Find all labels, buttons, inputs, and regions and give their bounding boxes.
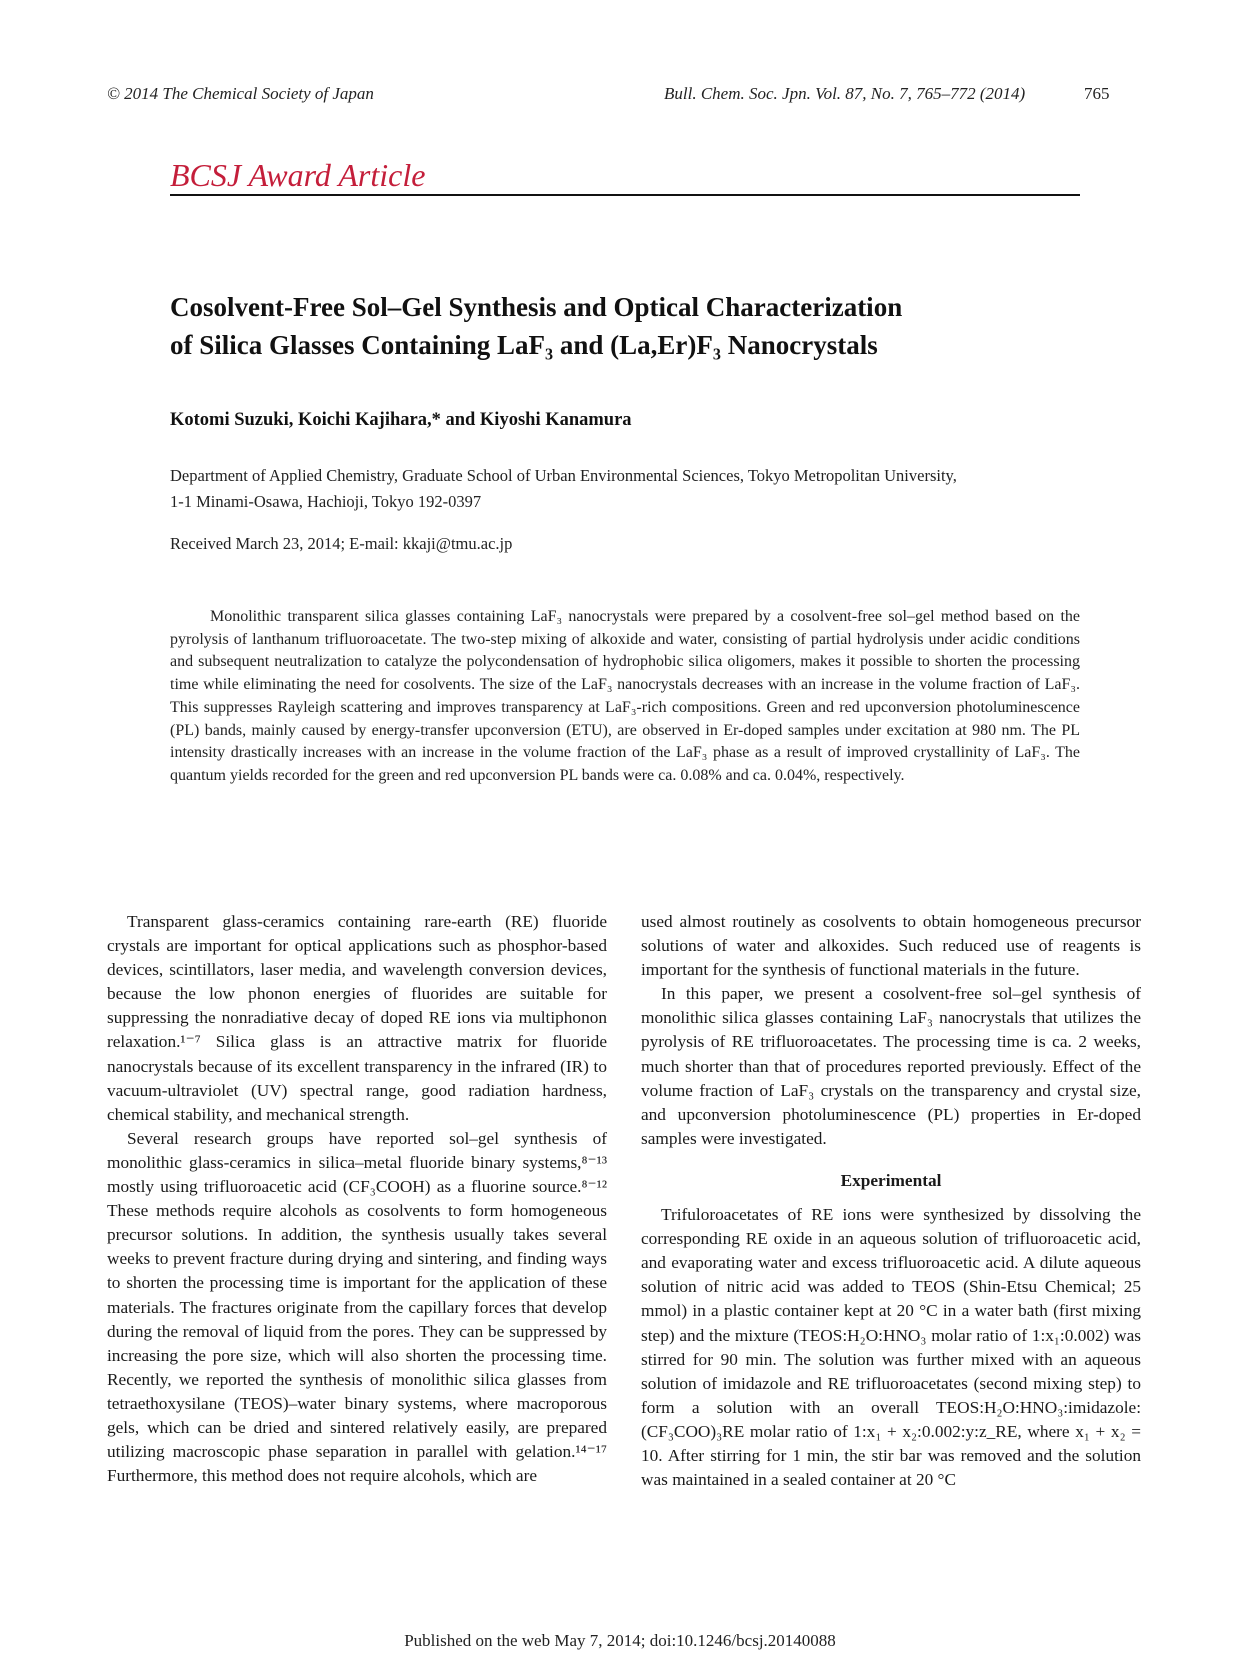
page-number: 765 [1084, 84, 1110, 103]
author-list: Kotomi Suzuki, Koichi Kajihara,* and Kiyoshi Kanamura [170, 410, 632, 430]
journal-citation: Bull. Chem. Soc. Jpn. Vol. 87, No. 7, 765–772 (2014) [664, 84, 1026, 103]
body-column-left [107, 910, 607, 1488]
title-line-2: of Silica Glasses Containing LaF₃ and (La,Er)F₃ Nanocrystals [170, 330, 878, 360]
copyright-notice: © 2014 The Chemical Society of Japan [107, 84, 374, 103]
article-type-label: BCSJ Award Article [170, 157, 426, 193]
article-title [170, 288, 1090, 364]
affiliation [170, 463, 1080, 515]
body-paragraph: Several research groups have reported sol–gel synthesis of monolithic glass-ceramics in silica–metal fluoride binary systems,⁸⁻¹³ mostly using trifluoroacetic acid (CF₃COOH) as a fluorine source.⁸⁻¹² These methods require alcohols as cosolvents to form homogeneous precursor solutions. In addition, the synthesis usually takes several weeks to prevent fracture during drying and sintering, and finding ways to shorten the processing time is important for the application of these materials. The fractures originate from the capillary forces that develop during the removal of liquid from the pores. They can be suppressed by increasing the pore size, which will also shorten the processing time. Recently, we reported the synthesis of monolithic silica glasses from tetraethoxysilane (TEOS)–water binary systems, where macroporous gels, which can be dried and sintered relatively easily, are prepared utilizing macroscopic phase separation in parallel with gelation.¹⁴⁻¹⁷ Furthermore, this method does not require alcohols, which are [107, 1128, 607, 1486]
affiliation-line-2: 1-1 Minami-Osawa, Hachioji, Tokyo 192-0397 [170, 492, 482, 511]
title-line-1: Cosolvent-Free Sol–Gel Synthesis and Optical Characterization [170, 292, 903, 322]
body-paragraph: Trifuloroacetates of RE ions were synthesized by dissolving the corresponding RE oxide in an aqueous solution of trifluoroacetic acid, and evaporating water and excess trifluoroacetic acid. A dilute aqueous solution of nitric acid was added to TEOS (Shin-Etsu Chemical; 25 mmol) in a plastic container kept at 20 °C in a water bath (first mixing step) and the mixture (TEOS:H₂O:HNO₃ molar ratio of 1:x₁:0.002) was stirred for 90 min. The solution was further mixed with an aqueous solution of imidazole and RE trifluoroacetates (second mixing step) to form a solution with an overall TEOS:H₂O:HNO₃:imidazole:(CF₃COO)₃RE molar ratio of 1:x₁ + x₂:0.002:y:z_RE, where x₁ + x₂ = 10. After stirring for 1 min, the stir bar was removed and the solution was maintained in a sealed container at 20 °C [641, 1205, 1141, 1490]
affiliation-line-1: Department of Applied Chemistry, Graduate School of Urban Environmental Sciences, Tokyo Metropolitan University, [170, 466, 957, 485]
body-paragraph: In this paper, we present a cosolvent-free sol–gel synthesis of monolithic silica glasses containing LaF₃ nanocrystals that utilizes the pyrolysis of RE trifluoroacetates. The processing time is ca. 2 weeks, much shorter than that of procedures reported previously. Effect of the volume fraction of LaF₃ crystals on the transparency and crystal size, and upconversion photoluminescence (PL) properties in Er-doped samples were investigated. [641, 984, 1141, 1148]
publication-footer: Published on the web May 7, 2014; doi:10.1246/bcsj.20140088 [404, 1631, 836, 1650]
abstract [170, 606, 1080, 788]
body-paragraph: Transparent glass-ceramics containing rare-earth (RE) fluoride crystals are important for optical applications such as phosphor-based devices, scintillators, laser media, and wavelength conversion devices, because the low phonon energies of fluorides are suitable for suppressing the nonradiative decay of doped RE ions via multiphonon relaxation.¹⁻⁷ Silica glass is an attractive matrix for fluoride nanocrystals because of its excellent transparency in the infrared (IR) to vacuum-ultraviolet (UV) spectral range, good radiation hardness, chemical stability, and mechanical strength. [107, 912, 607, 1124]
abstract-text: Monolithic transparent silica glasses containing LaF₃ nanocrystals were prepared by a cosolvent-free sol–gel method based on the pyrolysis of lanthanum trifluoroacetate. The two-step mixing of alkoxide and water, consisting of partial hydrolysis under acidic conditions and subsequent neutralization to catalyze the polycondensation of hydrophobic silica oligomers, makes it possible to shorten the processing time while eliminating the need for cosolvents. The size of the LaF₃ nanocrystals decreases with an increase in the volume fraction of LaF₃. This suppresses Rayleigh scattering and improves transparency at LaF₃-rich compositions. Green and red upconversion photoluminescence (PL) bands, mainly caused by energy-transfer upconversion (ETU), are observed in Er-doped samples under excitation at 980 nm. The PL intensity drastically increases with an increase in the volume fraction of the LaF₃ phase as a result of improved crystallinity of LaF₃. The quantum yields recorded for the green and red upconversion PL bands were ca. 0.08% and ca. 0.04%, respectively. [170, 608, 1080, 784]
article-type-banner [170, 157, 1080, 196]
section-heading-experimental: Experimental [840, 1170, 942, 1190]
body-paragraph-continued: used almost routinely as cosolvents to obtain homogeneous precursor solutions of water and alkoxides. Such reduced use of reagents is important for the synthesis of functional materials in the future. [641, 912, 1141, 980]
body-column-right [641, 910, 1141, 1492]
received-date-and-email: Received March 23, 2014; E-mail: kkaji@tmu.ac.jp [170, 534, 513, 553]
